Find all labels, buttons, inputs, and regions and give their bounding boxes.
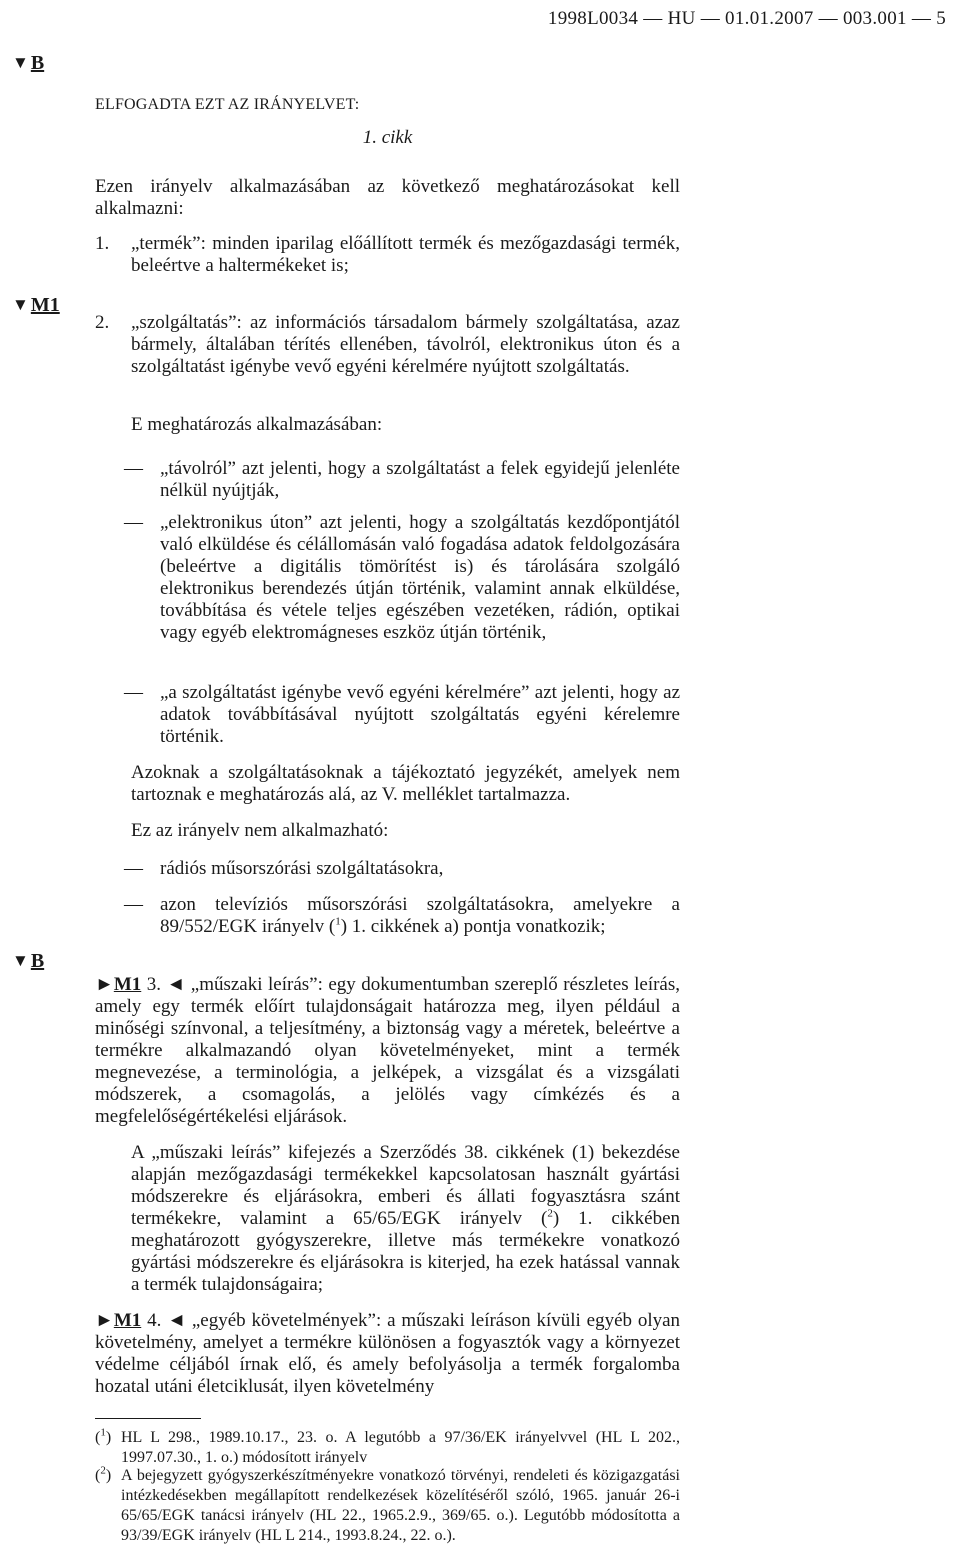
- marker-m1-side[interactable]: [12, 294, 60, 317]
- triangle-down-icon: ▼: [12, 295, 29, 314]
- item1-text: „termék”: minden iparilag előállított termék és mezőgazdasági termék, beleértve a haltermékeket is;: [131, 233, 680, 276]
- definition-distance: „távolról” azt jelenti, hogy a szolgáltatást a felek egyidejű jelenléte nélkül nyújtják,: [160, 458, 680, 501]
- technical-spec-text-end: ) 1. cikkében meghatározott gyógyszerekre, illetve más termékekre vonatkozó gyártási módszerekre és eljárásokra is kiterjed, ha ezek hatással vannak a termék tulajdonságaira;: [131, 1208, 680, 1295]
- exclusion-radio: rádiós műsorszórási szolgáltatásokra,: [160, 858, 444, 879]
- m1-label: M1: [113, 1310, 142, 1331]
- item3-text: „műszaki leírás”: egy dokumentumban szereplő részletes leírás, amely egy termék előírt tulajdonságait határozza meg, ilyen például a minőségi színvonal, a teljesítmény, a biztonság vagy a méretek, beleértve a termékre alkalmazandó olyan követelményeket, mint a termék megnevezése, a terminológia, a jelképek, a vizsgálat és a vizsgálati módszerek, a csomagolás, a jelölés vagy címkézés és a megfelelőségértékelési eljárások.: [95, 974, 681, 1127]
- triangle-left-icon: ◄: [166, 974, 186, 995]
- item4-number: 4.: [147, 1310, 162, 1331]
- m1-label: M1: [113, 974, 142, 995]
- annex-reference: Azoknak a szolgáltatásoknak a tájékoztató jegyzékét, amelyek nem tartoznak e meghatározás alá, az V. melléklet tartalmazza.: [131, 762, 680, 805]
- triangle-right-icon: ►: [95, 974, 114, 995]
- m1-amendment-marker[interactable]: [95, 974, 141, 995]
- footnote-2-marker: ($^2$): [95, 1464, 112, 1484]
- item1-number: 1.: [95, 233, 110, 254]
- triangle-left-icon: ◄: [167, 1310, 186, 1331]
- footnote-1-marker: ($^1$): [95, 1426, 112, 1446]
- marker-b-bottom[interactable]: [12, 950, 44, 973]
- marker-label: B: [30, 52, 45, 74]
- exclusion-television: [160, 894, 680, 938]
- footnote-ref-1[interactable]: 1: [335, 915, 341, 928]
- definition-electronic: „elektronikus úton” azt jelenti, hogy a szolgáltatás kezdőpontjától való elküldése és célállomásán való fogadása adatok feldolgozására (beleértve a digitális tömörítést is) és tárolására szolgáló elektronikus berendezés útján történik, valamint annak elküldése, továbbítása és vétele teljes egészében vezetéken, rádión, optikai vagy egyéb elektromágneses eszköz útján történik,: [160, 512, 680, 643]
- end-marker[interactable]: [167, 1310, 186, 1331]
- triangle-down-icon: ▼: [12, 53, 29, 72]
- footnote-ref-2[interactable]: 2: [547, 1207, 553, 1220]
- exclusion-tv-text-end: ) 1. cikkének a) pontja vonatkozik;: [340, 916, 606, 937]
- definition-individual-request: „a szolgáltatást igénybe vevő egyéni kérelmére” azt jelenti, hogy az adatok továbbításával nyújtott szolgáltatás egyéni kérelemre történik.: [160, 682, 680, 747]
- item2-number: 2.: [95, 312, 110, 333]
- marker-label: M1: [30, 294, 60, 316]
- m1-amendment-marker[interactable]: [95, 1310, 141, 1331]
- footnote-2-text: A bejegyzett gyógyszerkészítményekre vonatkozó törvényi, rendeleti és közigazgatási intézkedésekben megállapított rendelkezések közelítéséről szóló, 1965. január 26-i 65/65/EGK tanácsi irányelv (HL 22., 1965.2.9., 369/65. o.). Legutóbb módosította a 93/39/EGK irányelv (HL L 214., 1993.8.24., 22. o.).: [121, 1467, 680, 1544]
- triangle-right-icon: ►: [95, 1310, 114, 1331]
- opening-paragraph: Ezen irányelv alkalmazásában az következő meghatározásokat kell alkalmazni:: [95, 176, 680, 219]
- dash-icon: —: [124, 894, 143, 915]
- article-title: 1. cikk: [362, 127, 413, 148]
- item3-second-paragraph: [131, 1142, 680, 1296]
- dash-icon: —: [124, 858, 143, 879]
- end-marker[interactable]: [166, 974, 185, 995]
- marker-label: B: [30, 950, 45, 972]
- item4-paragraph: [95, 1310, 680, 1398]
- dash-icon: —: [124, 682, 143, 703]
- item3-number: 3.: [146, 974, 161, 995]
- adoption-formula: ELFOGADTA EZT AZ IRÁNYELVET:: [95, 96, 360, 113]
- item3-paragraph: [95, 974, 680, 1128]
- item2-text: „szolgáltatás”: az információs társadalom bármely szolgáltatása, azaz bármely, általában térítés ellenében, távolról, elektronikus úton és a szolgáltatást igénybe vevő egyéni kérelmére nyújtott szolgáltatás.: [131, 312, 680, 377]
- dash-icon: —: [124, 512, 143, 533]
- exclusion-tv-text: azon televíziós műsorszórási szolgáltatásokra, amelyekre a 89/552/EGK irányelv (: [160, 894, 680, 937]
- marker-b-top[interactable]: [12, 52, 44, 75]
- item4-text: „egyéb követelmények”: a műszaki leíráson kívüli egyéb olyan követelmény, amelyet a termékre különösen a fogyasztók vagy a környezet védelme céljából írnak elő, és amely befolyásolja a termék forgalomba hozatal utáni életciklusát, ilyen követelmény: [95, 1310, 681, 1397]
- item2-sub-intro: E meghatározás alkalmazásában:: [131, 414, 383, 435]
- not-applicable-intro: Ez az irányelv nem alkalmazható:: [131, 820, 389, 841]
- dash-icon: —: [124, 458, 143, 479]
- running-header: 1998L0034 — HU — 01.01.2007 — 003.001 — 5: [547, 8, 946, 29]
- footnote-1-text: HL L 298., 1989.10.17., 23. o. A legutóbb a 97/36/EK irányelvvel (HL L 202., 1997.07.30., 1. o.) módosított irányelv: [121, 1429, 680, 1466]
- triangle-down-icon: ▼: [12, 951, 29, 970]
- technical-spec-text: A „műszaki leírás” kifejezés a Szerződés 38. cikkének (1) bekezdése alapján mezőgazdasági termékekkel kapcsolatosan használt gyártási módszerekre és eljárásokra, emberi és állati fogyasztásra szánt termékekre, valamint a 65/65/EGK irányelv (: [131, 1142, 680, 1229]
- footnote-separator: [95, 1418, 201, 1419]
